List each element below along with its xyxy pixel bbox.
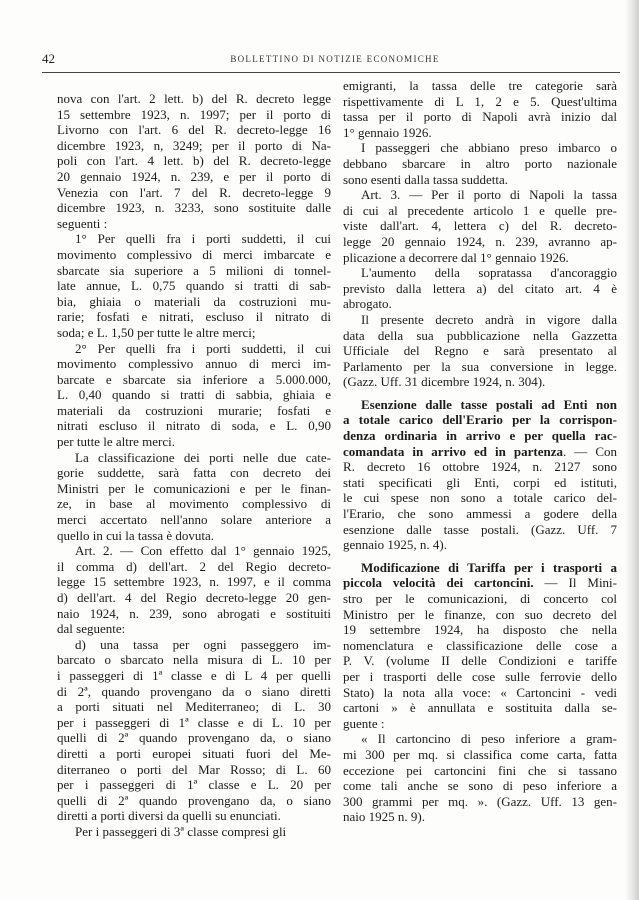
paragraph — [343, 78, 617, 140]
text-line: sbarcate sia superiore a 5 milioni di tonnel- — [57, 262, 331, 278]
text-line: quello in cui la tassa è dovuta. — [57, 527, 215, 543]
text-line: Parlamento per la sua conversione in legge. — [343, 358, 617, 374]
text-line: P. V. (volume II delle Condizioni e tariffe — [343, 653, 617, 669]
paragraph — [57, 231, 331, 340]
body-text: — Il Mini- — [533, 575, 617, 591]
text-line: debbano sbarcare in altro porto nazionale — [343, 155, 617, 171]
text-line: I passeggeri che abbiano preso imbarco o — [361, 140, 617, 156]
text-line: come tali anche se sono di peso inferiore a — [343, 778, 617, 794]
bold-heading-text: denza ordinaria in arrivo e per quella rac- — [343, 428, 617, 444]
running-title: BOLLETTINO DI NOTIZIE ECONOMICHE — [230, 54, 440, 64]
text-line — [343, 560, 617, 576]
bold-heading-text: piccola velocità dei cartoncini. — [343, 575, 534, 591]
text-line: a porti situati nel Mediterraneo; di L. 30 — [57, 699, 331, 715]
text-line: Ufficiale del Regno e sarà presentato al — [343, 343, 617, 359]
paragraph — [343, 560, 617, 732]
paragraph — [57, 637, 331, 824]
text-line: eccezione pei cartoncini fini che si tassano — [343, 762, 617, 778]
scan-edge-shadow — [625, 0, 639, 900]
text-line: viste dall'art. 4, lettera c) del R. decreto- — [343, 218, 617, 234]
paragraph — [343, 265, 617, 312]
paragraph — [57, 91, 331, 231]
text-line: per i passeggeri di 1ª classe e di L. 10 per — [57, 714, 331, 730]
text-line: il comma d) dell'art. 2 del Regio decreto- — [57, 558, 331, 574]
text-line: diretti a porti diversi da quelli su enunciati. — [57, 808, 281, 824]
bold-heading-text: comandata in arrivo ed in partenza — [343, 443, 564, 459]
text-line: 15 settembre 1923, n. 1997; per il porto di — [57, 106, 331, 122]
text-line: ze, in base al movimento complessivo di — [57, 496, 331, 512]
text-line: La classificazione dei porti nelle due cate- — [75, 449, 331, 465]
left-column — [57, 91, 331, 840]
text-line: dicembre 1923, n. 3233, sono sostituite dalle — [57, 200, 331, 216]
text-line: quelli di 2ª quando provengano da, o siano — [57, 730, 331, 746]
text-line: « Il cartoncino di peso inferiore a gram- — [361, 731, 617, 747]
text-line — [343, 412, 617, 428]
text-line: legge 20 gennaio 1924, n. 239, avranno ap- — [343, 233, 617, 249]
text-line: L'aumento della sopratassa d'ancoraggio — [361, 265, 617, 281]
bold-heading-text: a totale carico dell'Erario per la corrispon- — [343, 412, 617, 428]
paragraph — [343, 731, 617, 825]
text-line: Art. 3. — Per il porto di Napoli la tassa — [361, 187, 617, 203]
text-line: diterraneo o porti del Mar Rosso; di L. 60 — [57, 761, 331, 777]
text-line: previsto dalla lettera a) del citato art. 4 è — [343, 280, 617, 296]
paragraph — [343, 187, 617, 265]
text-line: stati specificati gli Enti, corpi ed istituti, — [343, 474, 617, 490]
page-number: 42 — [42, 51, 55, 66]
text-line — [343, 397, 617, 413]
text-line: naio 1925 n. 9). — [343, 809, 425, 825]
text-line: rispettivamente di L 1, 2 e 5. Quest'ultima — [343, 93, 617, 109]
text-line: Art. 2. — Con effetto dal 1° gennaio 1925, — [75, 543, 331, 559]
paragraph — [57, 450, 331, 544]
paragraph — [343, 312, 617, 390]
text-line: (Gazz. Uff. 31 dicembre 1924, n. 304). — [343, 374, 546, 390]
paragraph — [57, 543, 331, 637]
text-line: R. decreto 16 ottobre 1924, n. 2127 sono — [343, 459, 617, 475]
body-text: . — Con — [563, 443, 618, 459]
text-line: 1° Per quelli fra i porti suddetti, il cui — [75, 231, 331, 247]
text-line: d) una tassa per ogni passeggero im- — [75, 636, 331, 652]
text-line: stro per le comunicazioni, di concerto col — [343, 591, 617, 606]
text-line — [343, 428, 617, 444]
text-line: esenzione dalle tasse postali. (Gazz. Uff. 7 — [343, 521, 617, 537]
bold-heading-text: Esenzione dalle tasse postali ad Enti non — [361, 396, 617, 412]
text-line: bia, ghiaia o materiali da costruzioni mu- — [57, 293, 331, 309]
text-line: Livorno con l'art. 6 del R. decreto-legge 16 — [57, 122, 331, 138]
text-line: barcate e sbarcate sia inferiore a 5.000.000, — [57, 371, 331, 387]
text-line: dal seguente: — [57, 621, 126, 637]
text-line: mi 300 per mq. si classifica come carta, fatta — [343, 746, 617, 762]
text-line: 19 settembre 1924, ha disposto che nella — [343, 622, 617, 638]
paragraph — [343, 397, 617, 553]
text-line: 20 gennaio 1924, n. 239, e per il porto di — [57, 168, 331, 184]
text-line: plicazione a decorrere dal 1° gennaio 1926. — [343, 249, 569, 265]
text-line: cartoni » è annullata e sostituita dalla se- — [343, 700, 617, 716]
text-line: Ministri per le comunicazioni e per le finan- — [57, 480, 331, 496]
text-line: nova con l'art. 2 lett. b) del R. decreto legge — [57, 91, 331, 106]
text-line: barcato o sbarcato nella misura di L. 10 per — [57, 652, 331, 668]
bold-heading-text: Modificazione di Tariffa per i trasporti a — [361, 559, 617, 575]
text-line — [343, 444, 617, 460]
text-line: per tutte le altre merci. — [57, 434, 176, 450]
text-line: poli con l'art. 4 lett. b) del R. decreto-legge — [57, 153, 331, 169]
text-line: Stato) la nota alla voce: « Cartoncini - vedi — [343, 684, 617, 700]
text-line: movimento complessivo di merci imbarcate e — [57, 246, 331, 262]
right-column — [343, 78, 617, 825]
text-line: dicembre 1923, n, 3249; per il porto di Na- — [57, 137, 331, 153]
text-line: nomenclatura e classificazione delle cose a — [343, 637, 617, 653]
text-line: 1° gennaio 1926. — [343, 124, 432, 140]
paragraph — [57, 341, 331, 450]
text-line: L. 0,40 quando si tratti di sabbia, ghiaia e — [57, 387, 331, 403]
text-line: gennaio 1925, n. 4). — [343, 537, 447, 553]
text-line: naio 1924, n. 239, sono abrogati e sostituiti — [57, 605, 331, 621]
text-line: rarie; fosfati e nitrati, escluso il nitrato di — [57, 309, 331, 325]
text-line — [343, 575, 617, 591]
text-line: sono esenti dalla tassa suddetta. — [343, 171, 508, 187]
text-line: d) dell'art. 4 del Regio decreto-legge 20 gen- — [57, 590, 331, 605]
text-line: Venezia con l'art. 7 del R. decreto-legge 9 — [57, 184, 331, 200]
text-line: le cui spese non sono a totale carico del- — [343, 490, 617, 506]
text-line: diretti a porti europei situati fuori del Me- — [57, 745, 331, 761]
text-line: tassa per il porto di Napoli avrà inizio dal — [343, 109, 617, 125]
text-line: movimento complessivo annuo di merci im- — [57, 356, 331, 372]
text-line: gorie suddette, sarà fatta con decreto dei — [57, 465, 331, 481]
text-line: per i trasporti delle cose sulle ferrovie dello — [343, 668, 617, 684]
text-line: di 2ª, quando provengano da o siano diretti — [57, 683, 331, 699]
text-line: i passeggeri di 1ª classe e di L 4 per quelli — [57, 667, 331, 683]
text-line: 2° Per quelli fra i porti suddetti, il cui — [75, 340, 331, 356]
text-line: data della sua pubblicazione nella Gazzetta — [343, 327, 617, 343]
text-line: guente : — [343, 715, 385, 731]
text-line: Il presente decreto andrà in vigore dalla — [361, 311, 617, 327]
text-line: legge 15 settembre 1923, n. 1997, e il comma — [57, 574, 331, 590]
text-line: 300 grammi per mq. ». (Gazz. Uff. 13 gen- — [343, 793, 617, 809]
text-line: materiali da costruzioni murarie; fosfati e — [57, 402, 331, 418]
text-line: Ministro per le finanze, con suo decreto del — [343, 606, 617, 622]
header-rule — [42, 72, 620, 73]
text-line: merci accertato nell'anno solare anteriore a — [57, 512, 331, 528]
text-line: l'Erario, che sono ammessi a godere della — [343, 506, 617, 522]
text-line: seguenti : — [57, 215, 108, 231]
text-line: emigranti, la tassa delle tre categorie sarà — [343, 78, 617, 93]
text-line: soda; e L. 1,50 per tutte le altre merci; — [57, 324, 256, 340]
paragraph — [343, 140, 617, 187]
paragraph — [57, 824, 331, 840]
text-line: abrogato. — [343, 296, 392, 312]
text-line: di cui al precedente articolo 1 e quelle pre- — [343, 202, 617, 218]
text-line: Per i passeggeri di 3ª classe compresi gli — [75, 823, 287, 839]
text-line: late annue, L. 0,75 quando si tratti di sab- — [57, 278, 331, 294]
text-line: per i passeggeri di 1ª classe e L. 20 per — [57, 777, 331, 793]
text-line: quelli di 2ª quando provengano da, o siano — [57, 792, 331, 808]
text-line: nitrati escluso il nitrato di soda, e L. 0,90 — [57, 418, 331, 434]
